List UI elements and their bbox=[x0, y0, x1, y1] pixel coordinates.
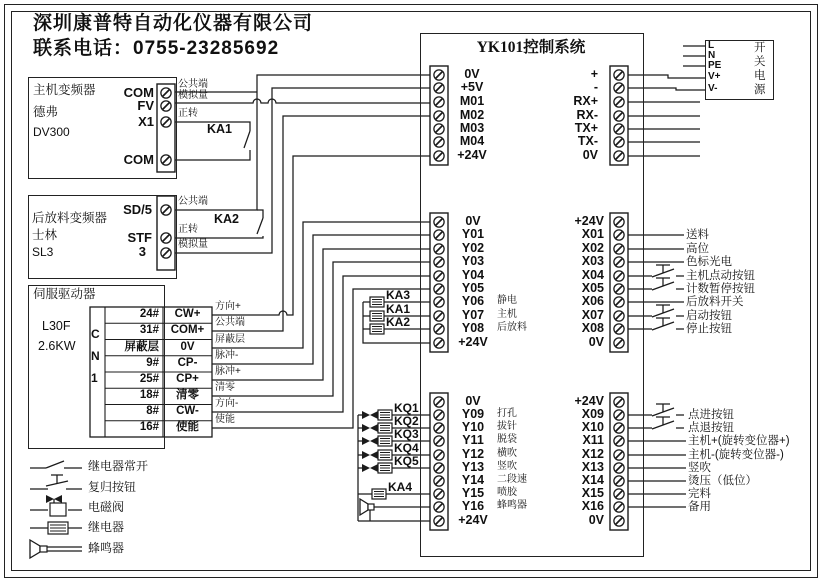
terminal-label: Y07 bbox=[461, 308, 485, 322]
terminal-label: +24V bbox=[458, 513, 488, 527]
terminal-label: +24V bbox=[457, 148, 487, 162]
terminal-label: X11 bbox=[582, 433, 604, 447]
rear-inverter-terminal: SD/5 bbox=[123, 202, 152, 217]
main-inverter-terminal: COM bbox=[123, 152, 154, 167]
wire-label: 方向- bbox=[215, 398, 239, 409]
terminal-label: - bbox=[593, 80, 598, 94]
solenoid-valve-icon bbox=[370, 451, 378, 459]
input-label-x14: 烫压（低位） bbox=[688, 475, 757, 487]
servo-signal: CW+ bbox=[174, 308, 201, 320]
legend-buzzer-icon bbox=[30, 540, 40, 558]
valve-label: KQ1 bbox=[394, 401, 419, 415]
terminal-label: 0V bbox=[588, 335, 604, 349]
power-supply-title: 电 bbox=[754, 70, 766, 82]
relay-label: KA2 bbox=[386, 315, 411, 329]
ka2-relay-label: KA2 bbox=[214, 212, 240, 226]
terminal-note: 后放料 bbox=[497, 322, 527, 333]
power-supply-title: 关 bbox=[754, 56, 766, 68]
terminal-label: +24V bbox=[574, 394, 604, 408]
terminal-label: X15 bbox=[581, 486, 604, 500]
legend-solenoid-valve-icon bbox=[54, 495, 62, 503]
main-inverter-terminal: FV bbox=[137, 98, 154, 113]
main-inverter-brand: 德弗 bbox=[33, 105, 59, 119]
legend-label: 复归按钮 bbox=[88, 480, 137, 494]
ka1-relay-label: KA1 bbox=[207, 122, 233, 136]
servo-signal: 使能 bbox=[176, 421, 199, 433]
power-terminal: L bbox=[708, 40, 715, 51]
solenoid-valve-icon bbox=[362, 451, 370, 459]
legend-label: 继电器 bbox=[88, 520, 125, 534]
terminal-note: 二段速 bbox=[497, 474, 527, 485]
terminal-label: 0V bbox=[582, 148, 598, 162]
servo-connector-label: N bbox=[91, 349, 100, 363]
legend-label: 蜂鸣器 bbox=[88, 541, 125, 555]
terminal-label: Y01 bbox=[461, 227, 485, 241]
terminal-label: M01 bbox=[459, 94, 485, 108]
solenoid-valve-icon bbox=[362, 424, 370, 432]
input-label-x15: 完料 bbox=[688, 488, 711, 500]
terminal-label: Y06 bbox=[461, 294, 485, 308]
servo-connector-label: 1 bbox=[91, 371, 98, 385]
valve-label: KQ2 bbox=[394, 414, 419, 428]
ka1-contact-blade-icon bbox=[244, 131, 250, 148]
terminal-note: 竖吹 bbox=[497, 461, 517, 472]
solenoid-valve-icon bbox=[370, 411, 378, 419]
legend-label: 电磁阀 bbox=[88, 500, 125, 514]
terminal-label: X07 bbox=[581, 308, 604, 322]
terminal-label: X10 bbox=[581, 420, 604, 434]
wire-common-bus bbox=[175, 75, 430, 210]
terminal-label: X02 bbox=[581, 241, 604, 255]
main-inverter-model: DV300 bbox=[33, 125, 70, 139]
terminal-label: RX- bbox=[576, 108, 598, 122]
terminal-note: 拔针 bbox=[497, 421, 517, 432]
input-label-x12: 主机-(旋转变位器-) bbox=[688, 449, 784, 461]
power-supply-title: 开 bbox=[754, 42, 766, 54]
terminal-label: Y16 bbox=[461, 499, 485, 513]
input-label-x04: 主机点动按钮 bbox=[686, 270, 755, 282]
terminal-label: M04 bbox=[459, 134, 485, 148]
wire-label: 公共端 bbox=[178, 79, 208, 90]
wire-label: 脉冲+ bbox=[215, 366, 241, 377]
valve-label: KQ5 bbox=[394, 454, 419, 468]
valve-label: KQ4 bbox=[394, 441, 419, 455]
input-label-x09: 点进按钮 bbox=[688, 409, 734, 421]
servo-connector-label: C bbox=[91, 327, 100, 341]
power-supply-title: 源 bbox=[754, 84, 766, 96]
terminal-label: X12 bbox=[581, 447, 604, 461]
input-label-x02: 高位 bbox=[686, 243, 709, 255]
ka2-contact-blade-icon bbox=[257, 218, 263, 234]
valve-label: KQ3 bbox=[394, 427, 419, 441]
servo-signal: COM+ bbox=[170, 324, 205, 336]
servo-pin: 8# bbox=[146, 405, 159, 417]
wire-label: 正转 bbox=[178, 108, 198, 119]
terminal-label: Y09 bbox=[461, 407, 485, 421]
wire-ka2-b bbox=[175, 236, 263, 238]
terminal-label: 0V bbox=[588, 513, 604, 527]
terminal-label: X13 bbox=[581, 460, 604, 474]
servo-pin: 24# bbox=[139, 308, 159, 320]
rear-inverter-terminal: 3 bbox=[138, 244, 146, 259]
terminal-label: +5V bbox=[460, 80, 484, 94]
servo-driver-model: L30F bbox=[42, 319, 71, 333]
rear-inverter-title: 后放料变频器 bbox=[32, 211, 108, 225]
terminal-label: Y03 bbox=[461, 254, 485, 268]
terminal-note: 主机 bbox=[497, 309, 517, 320]
input-label-x03: 色标光电 bbox=[686, 256, 732, 268]
servo-signal: CP+ bbox=[176, 373, 199, 385]
company-phone: 联系电话：0755-23285692 bbox=[33, 38, 280, 59]
company-name: 深圳康普特自动化仪器有限公司 bbox=[33, 13, 314, 34]
terminal-label: 0V bbox=[465, 214, 481, 228]
wire-ka1-b bbox=[175, 150, 250, 160]
legend-solenoid-valve-icon bbox=[50, 503, 66, 516]
terminal-label: Y15 bbox=[461, 486, 485, 500]
solenoid-valve-icon bbox=[370, 424, 378, 432]
terminal-label: Y14 bbox=[461, 473, 485, 487]
servo-pin: 屏蔽层 bbox=[124, 341, 159, 353]
terminal-label: M02 bbox=[459, 108, 485, 122]
terminal-label: + bbox=[590, 67, 598, 81]
wire-label: 公共端 bbox=[215, 317, 245, 328]
input-label-x05: 计数暂停按钮 bbox=[686, 283, 755, 295]
servo-signal: 清零 bbox=[176, 389, 199, 401]
relay-label: KA3 bbox=[386, 288, 411, 302]
terminal-note: 脱袋 bbox=[497, 434, 517, 445]
servo-signal: CP- bbox=[177, 357, 198, 369]
wire-label: 脉冲- bbox=[215, 350, 239, 361]
buzzer-icon bbox=[360, 499, 368, 515]
input-label-x01: 送料 bbox=[686, 229, 709, 241]
terminal-label: Y02 bbox=[461, 241, 485, 255]
terminal-label: Y13 bbox=[461, 460, 485, 474]
terminal-label: X08 bbox=[581, 321, 604, 335]
relay-label: KA1 bbox=[386, 302, 411, 316]
main-inverter-title: 主机变频器 bbox=[33, 83, 96, 97]
rear-inverter-brand: 士林 bbox=[32, 228, 58, 242]
servo-pin: 16# bbox=[139, 421, 159, 433]
wire-label: 公共端 bbox=[178, 196, 208, 207]
rear-inverter-model: SL3 bbox=[32, 245, 54, 259]
legend-solenoid-valve-icon bbox=[46, 495, 54, 503]
terminal-label: X05 bbox=[581, 281, 604, 295]
servo-pin: 31# bbox=[139, 324, 159, 336]
ka4-relay-label: KA4 bbox=[388, 480, 413, 494]
terminal-note: 喷胶 bbox=[497, 487, 517, 498]
terminal-label: X14 bbox=[581, 473, 604, 487]
wire-label: 模拟量 bbox=[178, 239, 208, 250]
terminal-label: TX- bbox=[577, 134, 598, 148]
legend-label: 继电器常开 bbox=[88, 459, 149, 473]
servo-signal: 0V bbox=[180, 341, 195, 353]
servo-pin: 18# bbox=[139, 389, 159, 401]
terminal-note: 蜂鸣器 bbox=[497, 500, 527, 511]
terminal-label: X01 bbox=[581, 227, 604, 241]
wire-main-analog bbox=[175, 99, 430, 103]
input-label-x06: 后放料开关 bbox=[686, 296, 744, 308]
rear-inverter-terminal: STF bbox=[127, 230, 152, 245]
input-label-x16: 备用 bbox=[688, 501, 711, 513]
terminal-label: X16 bbox=[581, 499, 604, 513]
terminal-label: X04 bbox=[581, 268, 604, 282]
input-label-x08: 停止按钮 bbox=[686, 323, 732, 335]
input-label-x13: 竖吹 bbox=[688, 462, 711, 474]
terminal-label: X09 bbox=[581, 407, 604, 421]
wire-label: 清零 bbox=[215, 382, 235, 393]
input-label-x07: 启动按钮 bbox=[686, 310, 732, 322]
terminal-label: M03 bbox=[459, 121, 485, 135]
solenoid-valve-icon bbox=[370, 464, 378, 472]
terminal-label: Y05 bbox=[461, 281, 485, 295]
wire-label: 模拟量 bbox=[178, 90, 208, 101]
buzzer-icon bbox=[368, 504, 374, 510]
servo-pin: 9# bbox=[146, 357, 159, 369]
wire-label: 正转 bbox=[178, 224, 198, 235]
servo-pin: 25# bbox=[139, 373, 159, 385]
wire-label: 使能 bbox=[215, 414, 235, 425]
wire-ka2-a bbox=[257, 210, 263, 218]
terminal-label: Y10 bbox=[461, 420, 485, 434]
power-terminal: V+ bbox=[708, 71, 721, 82]
terminal-label: X03 bbox=[581, 254, 604, 268]
terminal-note: 打孔 bbox=[497, 408, 517, 419]
terminal-label: +24V bbox=[574, 214, 604, 228]
terminal-label: X06 bbox=[581, 294, 604, 308]
input-label-x11: 主机+(旋转变位器+) bbox=[688, 435, 790, 447]
controller-title: YK101控制系统 bbox=[476, 39, 586, 56]
legend-buzzer-icon bbox=[40, 546, 47, 552]
legend-no-contact-icon bbox=[46, 461, 64, 468]
main-inverter-terminal: X1 bbox=[138, 114, 154, 129]
terminal-label: +24V bbox=[458, 335, 488, 349]
solenoid-valve-icon bbox=[362, 437, 370, 445]
terminal-label: Y08 bbox=[461, 321, 485, 335]
servo-driver-title: 伺服驱动器 bbox=[33, 287, 96, 301]
terminal-label: Y12 bbox=[461, 447, 485, 461]
terminal-note: 横吹 bbox=[497, 448, 517, 459]
main-inverter-terminal: COM bbox=[123, 85, 154, 100]
wire-label: 方向+ bbox=[215, 301, 241, 312]
wire-label: 屏蔽层 bbox=[215, 334, 245, 345]
power-terminal: PE bbox=[708, 60, 722, 71]
terminal-label: 0V bbox=[464, 67, 480, 81]
solenoid-valve-icon bbox=[370, 437, 378, 445]
input-label-x10: 点退按钮 bbox=[688, 422, 734, 434]
solenoid-valve-icon bbox=[362, 464, 370, 472]
power-terminal: V- bbox=[708, 83, 718, 94]
servo-driver-power: 2.6KW bbox=[38, 339, 76, 353]
terminal-label: Y11 bbox=[462, 433, 484, 447]
servo-signal: CW- bbox=[176, 405, 199, 417]
terminal-label: TX+ bbox=[574, 121, 598, 135]
terminal-label: Y04 bbox=[461, 268, 485, 282]
terminal-label: RX+ bbox=[573, 94, 598, 108]
terminal-label: 0V bbox=[465, 394, 481, 408]
terminal-note: 静电 bbox=[497, 295, 517, 306]
solenoid-valve-icon bbox=[362, 411, 370, 419]
power-terminal: N bbox=[708, 50, 716, 61]
